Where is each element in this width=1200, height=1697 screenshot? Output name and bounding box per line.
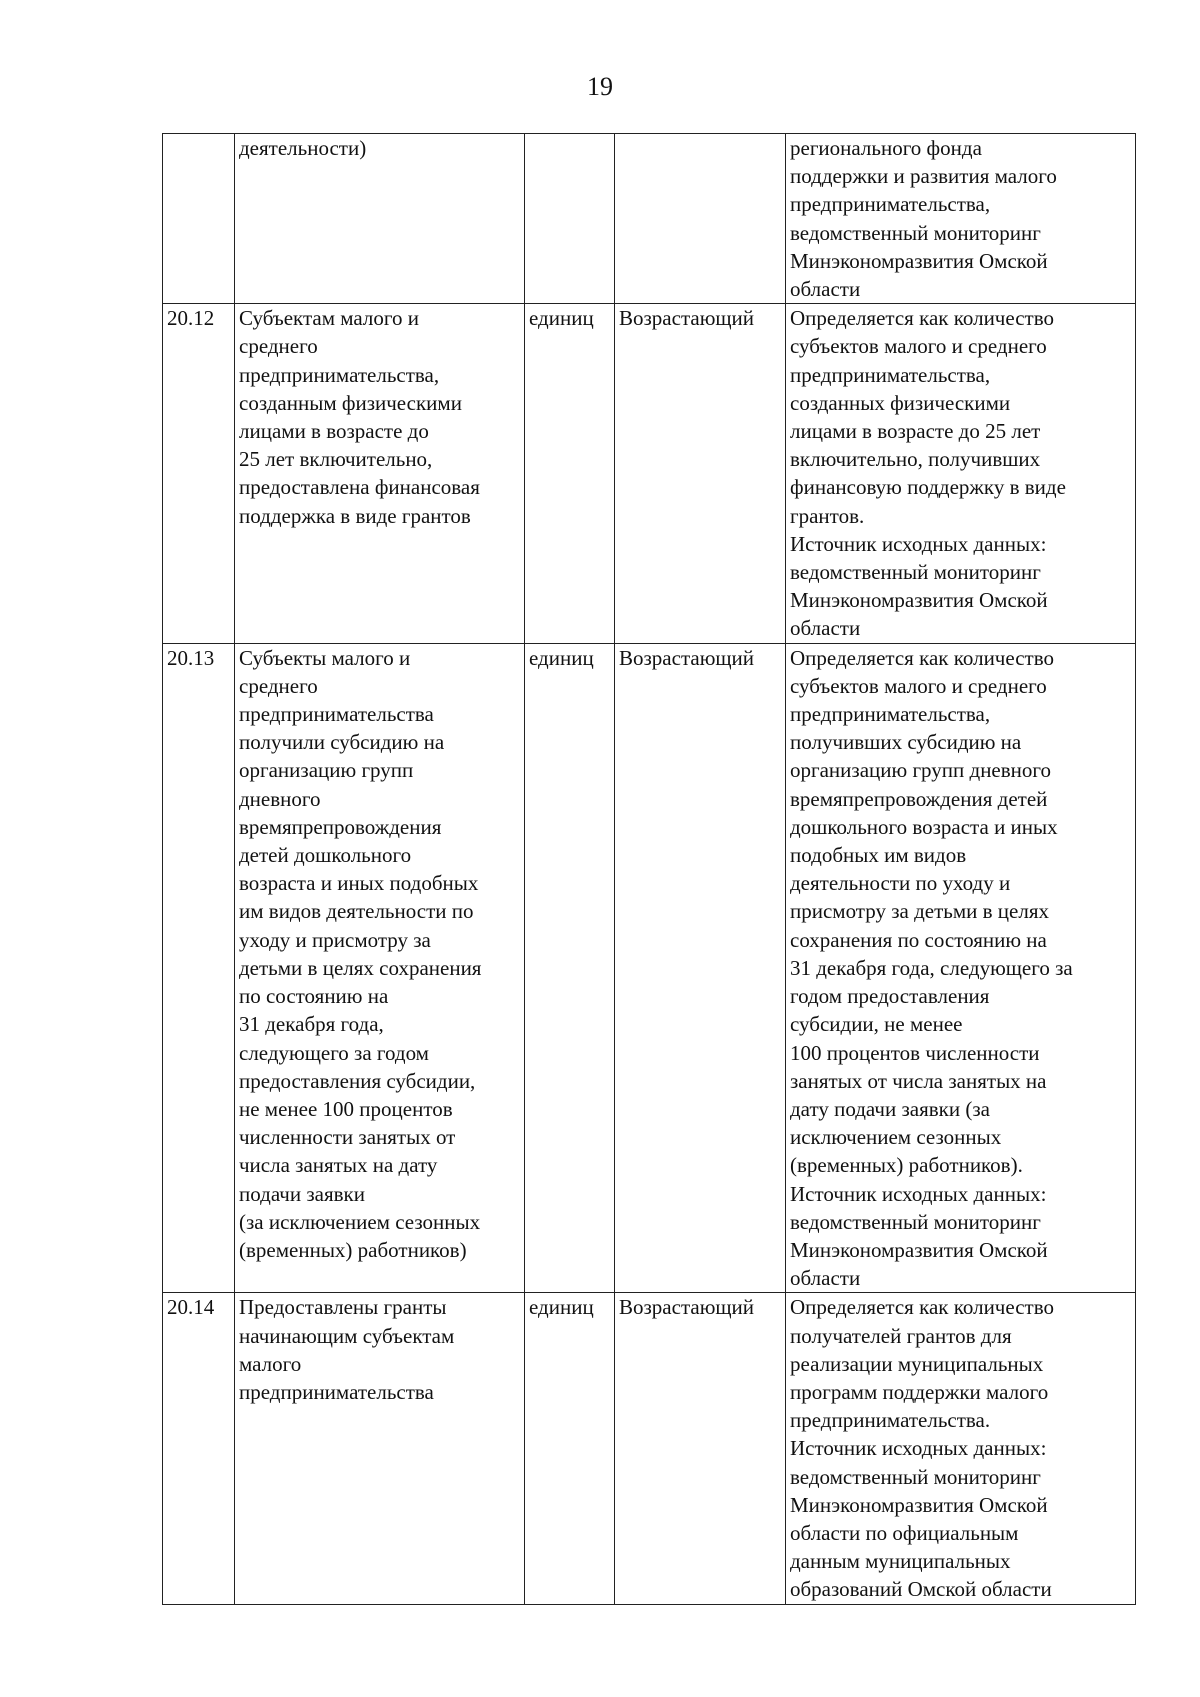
indicator-direction: Возрастающий <box>615 1293 786 1604</box>
indicator-direction <box>615 134 786 304</box>
table-row <box>163 304 1136 643</box>
indicator-name: деятельности) <box>235 134 525 304</box>
indicator-direction: Возрастающий <box>615 643 786 1293</box>
table-row <box>163 643 1136 1293</box>
table-row <box>163 134 1136 304</box>
indicator-number: 20.13 <box>163 643 235 1293</box>
indicator-number <box>163 134 235 304</box>
indicator-unit <box>525 134 615 304</box>
indicators-table <box>162 133 1136 1605</box>
indicator-description: Определяется как количество субъектов малого и среднего предпринимательства, созданных физическими лицами в возрасте до 25 лет включительно, получивших финансовую поддержку в виде грантов. Источник исходных данных: ведомственный мониторинг Минэкономразвития Омской области <box>786 304 1136 643</box>
indicator-name: Предоставлены гранты начинающим субъектам малого предпринимательства <box>235 1293 525 1604</box>
indicator-description: Определяется как количество получателей грантов для реализации муниципальных программ поддержки малого предпринимательства. Источник исходных данных: ведомственный мониторинг Минэкономразвития Омской области по официальным данным муниципальных образований Омской области <box>786 1293 1136 1604</box>
table-row <box>163 1293 1136 1604</box>
indicator-name: Субъекты малого и среднего предпринимательства получили субсидию на организацию групп дневного времяпрепровождения детей дошкольного возраста и иных подобных им видов деятельности по уходу и присмотру за детьми в целях сохранения по состоянию на 31 декабря года, следующего за годом предоставления субсидии, не менее 100 процентов численности занятых от числа занятых на дату подачи заявки (за исключением сезонных (временных) работников) <box>235 643 525 1293</box>
indicator-description: Определяется как количество субъектов малого и среднего предпринимательства, получивших субсидию на организацию групп дневного времяпрепровождения детей дошкольного возраста и иных подобных им видов деятельности по уходу и присмотру за детьми в целях сохранения по состоянию на 31 декабря года, следующего за годом предоставления субсидии, не менее 100 процентов численности занятых от числа занятых на дату подачи заявки (за исключением сезонных (временных) работников). Источник исходных данных: ведомственный мониторинг Минэкономразвития Омской области <box>786 643 1136 1293</box>
indicator-number: 20.12 <box>163 304 235 643</box>
indicator-direction: Возрастающий <box>615 304 786 643</box>
indicator-number: 20.14 <box>163 1293 235 1604</box>
indicator-name: Субъектам малого и среднего предпринимательства, созданным физическими лицами в возрасте до 25 лет включительно, предоставлена финансовая поддержка в виде грантов <box>235 304 525 643</box>
indicator-unit: единиц <box>525 304 615 643</box>
indicator-unit: единиц <box>525 1293 615 1604</box>
indicator-description: регионального фонда поддержки и развития малого предпринимательства, ведомственный мониторинг Минэкономразвития Омской области <box>786 134 1136 304</box>
page-number: 19 <box>587 72 613 101</box>
indicator-unit: единиц <box>525 643 615 1293</box>
